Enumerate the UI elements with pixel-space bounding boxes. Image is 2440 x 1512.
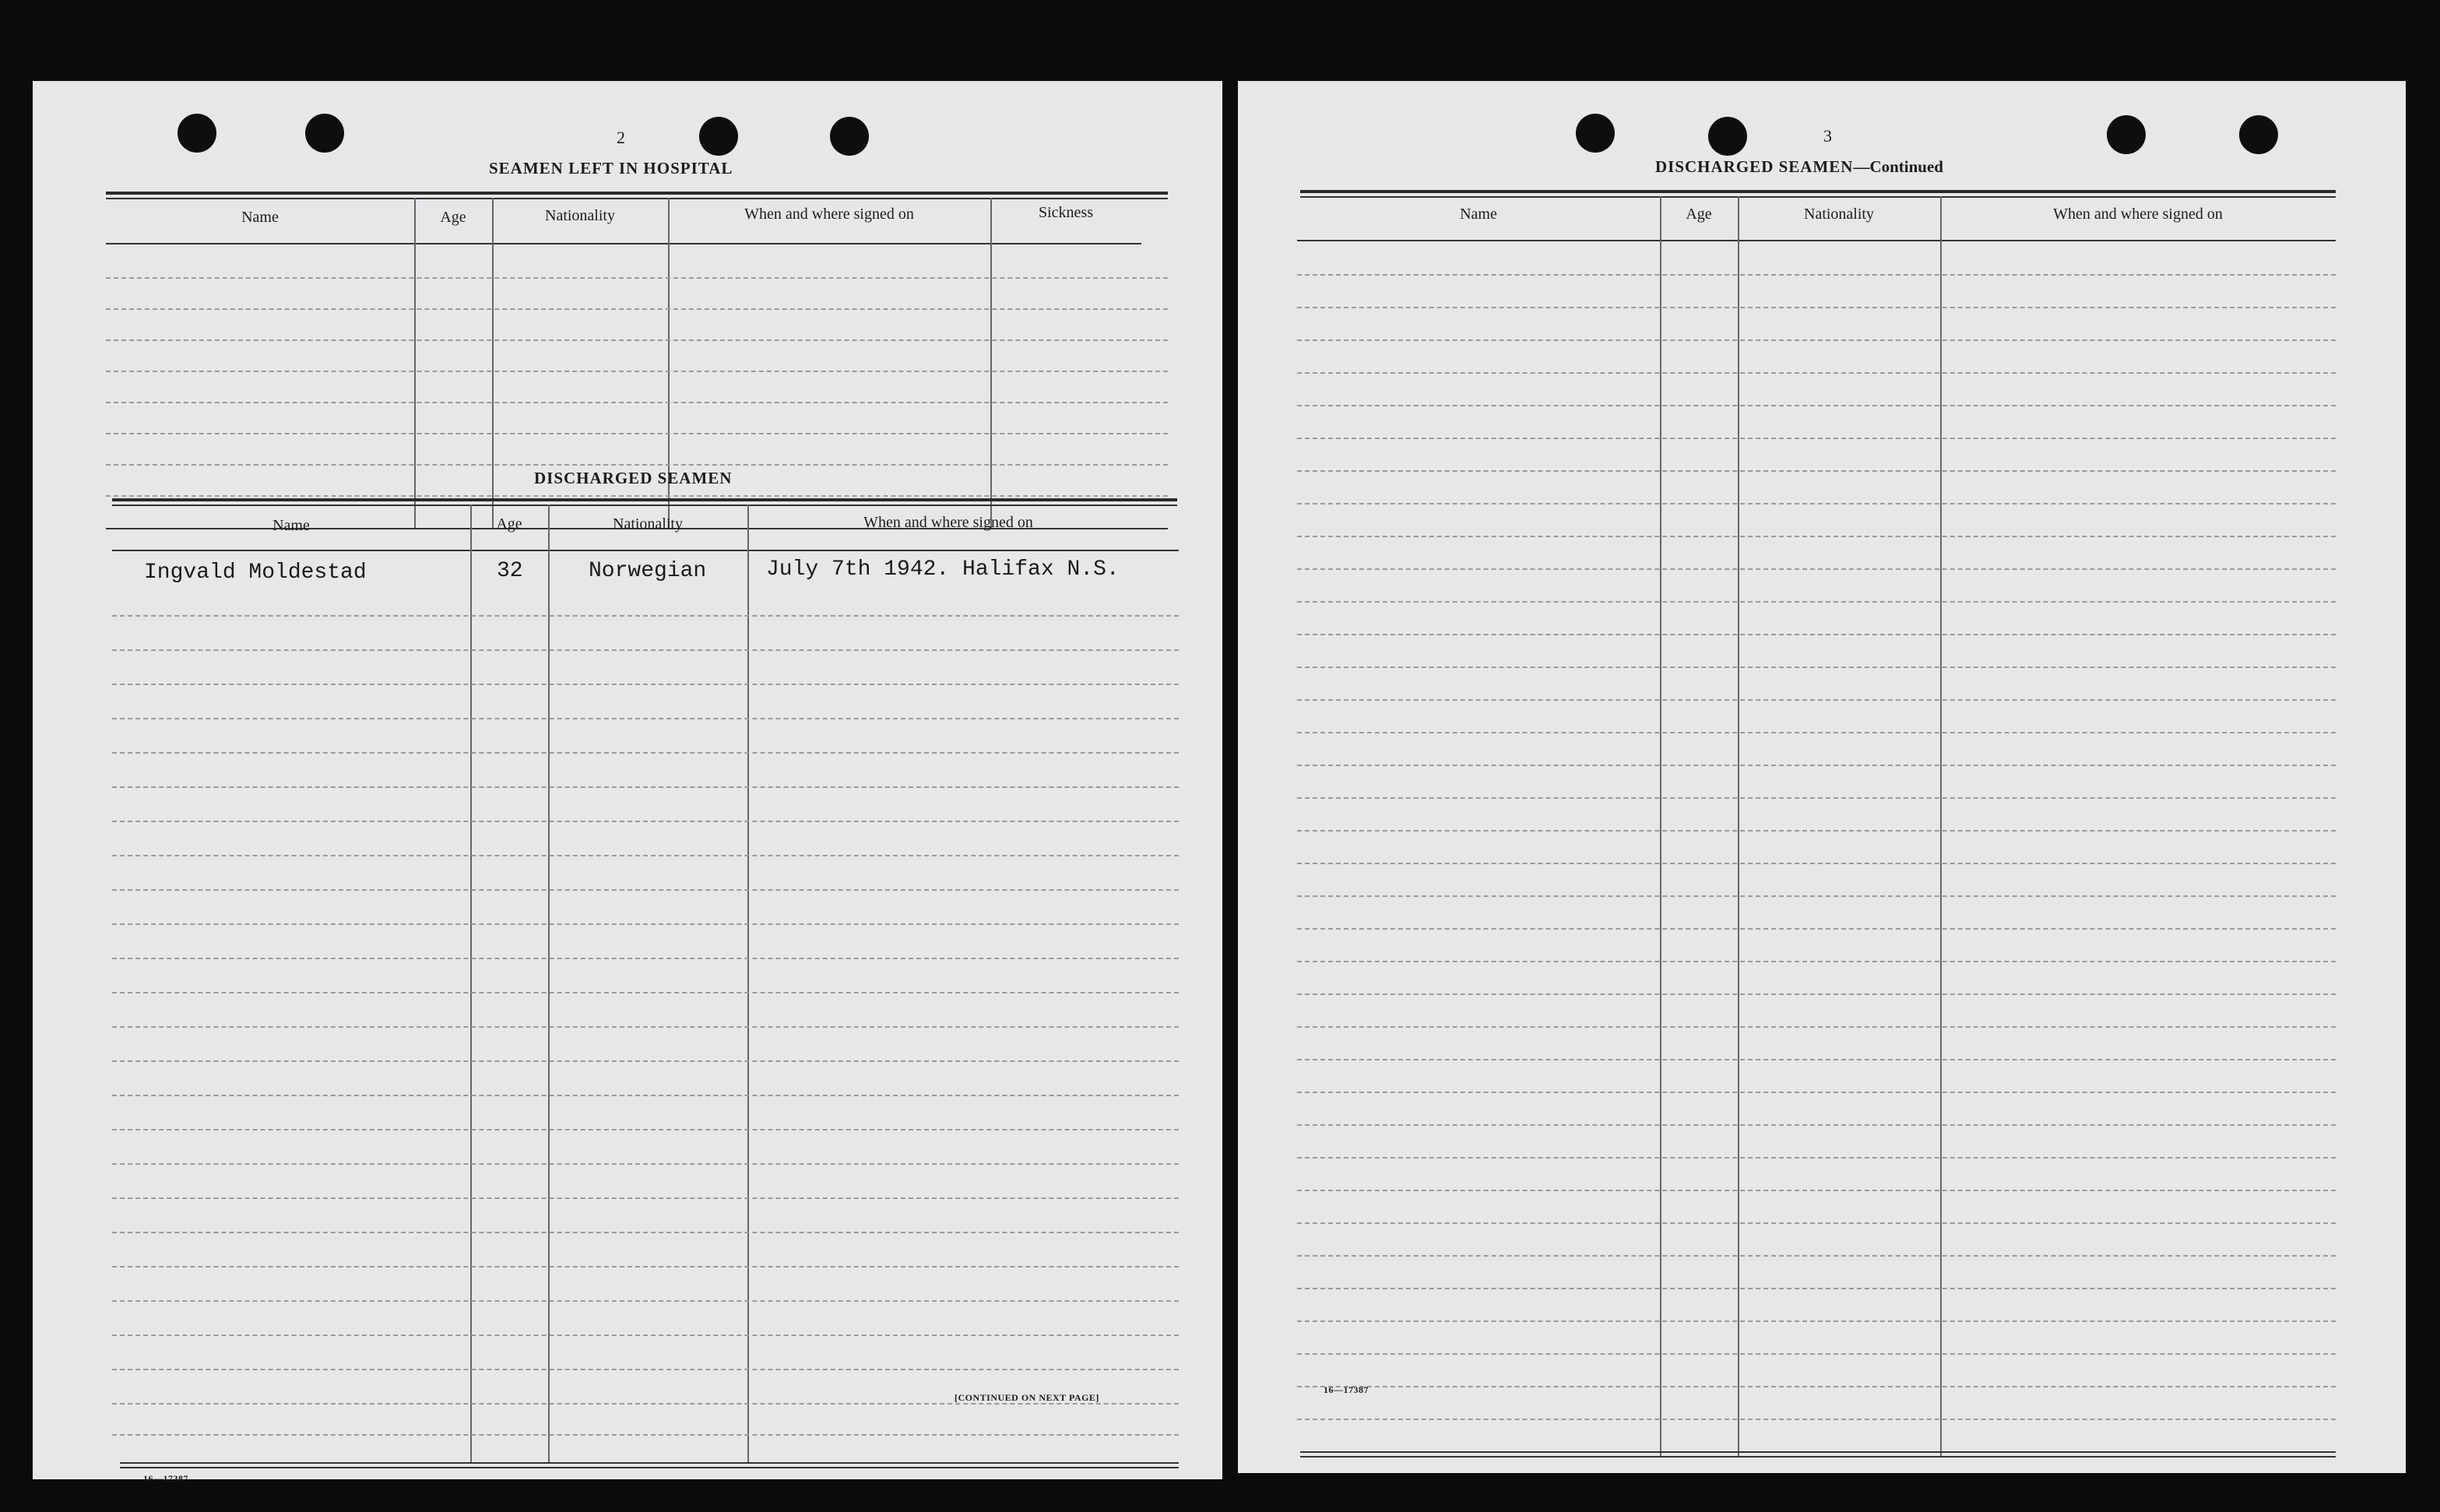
table-row-line [1297, 928, 2336, 930]
seaman-nationality: Norwegian [589, 559, 707, 583]
column-header-signed-on: When and where signed on [863, 514, 1033, 531]
binder-hole [2239, 115, 2278, 154]
table-top-rule [106, 192, 1168, 195]
table-row-line [106, 277, 1168, 279]
table-row-line [1297, 307, 2336, 308]
table-row-line [1297, 1288, 2336, 1289]
binder-hole [305, 114, 344, 153]
table-row-line [112, 958, 1179, 959]
table-row-line [112, 1334, 1179, 1336]
table-row-line [106, 308, 1168, 310]
table-row-line [112, 1095, 1179, 1096]
table-row-line [112, 1060, 1179, 1062]
table-bottom-rule [120, 1462, 1179, 1464]
continued-note: [CONTINUED ON NEXT PAGE] [955, 1392, 1099, 1403]
table-row-line [1297, 438, 2336, 439]
table-row-line [112, 1266, 1179, 1268]
table-row-line [1297, 372, 2336, 374]
table-row-line [112, 615, 1179, 617]
table-row-line [1297, 568, 2336, 570]
right-page [1238, 81, 2406, 1473]
header-rule [1297, 240, 2336, 241]
column-divider [747, 505, 749, 1462]
table-row-line [1297, 1320, 2336, 1322]
table-row-line [1297, 830, 2336, 832]
header-rule [112, 550, 1179, 551]
table-row-line [112, 1434, 1179, 1436]
table-row-line [1297, 634, 2336, 635]
seaman-age: 32 [497, 559, 523, 583]
table-row-line [112, 889, 1179, 891]
heading-suffix: —Continued [1853, 157, 1943, 176]
table-row-line [112, 1369, 1179, 1370]
table-row-line [1297, 961, 2336, 962]
table-row-line [1297, 339, 2336, 341]
table-row-line [1297, 1157, 2336, 1159]
binder-hole [178, 114, 216, 153]
table-row-line [106, 402, 1168, 403]
table-row-line [112, 1300, 1179, 1302]
column-header-signed-on: When and where signed on [744, 206, 914, 223]
left-page [33, 81, 1222, 1484]
table-row-line [106, 371, 1168, 372]
column-divider [414, 198, 416, 528]
column-header-nationality: Nationality [613, 515, 683, 533]
column-header-name: Name [1460, 206, 1497, 223]
table-row-line [112, 1026, 1179, 1028]
table-top-rule [1300, 196, 2336, 198]
table-row-line [1297, 1092, 2336, 1093]
column-header-age: Age [1686, 206, 1712, 223]
table-row-line [106, 433, 1168, 434]
table-row-line [1297, 666, 2336, 668]
column-header-age: Age [496, 515, 522, 533]
table-row-line [112, 1232, 1179, 1233]
table-row-line [112, 684, 1179, 685]
column-header-nationality: Nationality [1804, 206, 1874, 223]
table-top-rule [112, 498, 1177, 501]
table-row-line [106, 464, 1168, 466]
column-divider [470, 505, 472, 1462]
binder-hole [1576, 114, 1615, 153]
table-row-line [1297, 1353, 2336, 1355]
table-row-line [112, 1129, 1179, 1130]
table-row-line [1297, 1386, 2336, 1387]
column-header-name: Name [241, 209, 279, 226]
table-row-line [1297, 732, 2336, 733]
table-row-line [112, 752, 1179, 754]
table-row-line [112, 821, 1179, 822]
table-row-line [112, 1197, 1179, 1199]
column-header-sickness: Sickness [1039, 204, 1093, 221]
column-header-name: Name [272, 517, 310, 534]
seaman-signed-on: July 7th 1942. Halifax N.S. [766, 557, 1120, 582]
table-row-line [1297, 1059, 2336, 1060]
column-header-age: Age [440, 209, 466, 226]
column-divider [1940, 196, 1942, 1457]
table-row-line [1297, 1419, 2336, 1420]
column-divider [1738, 196, 1739, 1457]
column-header-signed-on: When and where signed on [2053, 206, 2223, 223]
table-row-line [1297, 1124, 2336, 1126]
table-row-line [112, 786, 1179, 788]
table-row-line [112, 923, 1179, 925]
table-row-line [112, 649, 1179, 651]
table-row-line [1297, 895, 2336, 897]
table-row-line [1297, 765, 2336, 766]
seaman-name: Ingvald Moldestad [144, 561, 367, 585]
table-row-line [1297, 863, 2336, 864]
column-divider [492, 198, 494, 528]
table-row-line [106, 495, 1168, 497]
table-row-line [1297, 1255, 2336, 1257]
table-top-rule [106, 198, 1168, 199]
discharged-continued-heading [1655, 157, 1943, 177]
table-row-line [1297, 797, 2336, 799]
table-row-line [1297, 503, 2336, 505]
table-row-line [1297, 1190, 2336, 1191]
table-row-line [1297, 536, 2336, 537]
column-divider [548, 505, 550, 1462]
table-row-line [112, 992, 1179, 993]
heading-text: DISCHARGED SEAMEN [1655, 157, 1854, 176]
page-number: 2 [617, 128, 625, 147]
table-row-line [1297, 1222, 2336, 1224]
column-divider [990, 198, 992, 528]
header-rule [106, 243, 1141, 244]
table-row-line [1297, 405, 2336, 406]
page-number: 3 [1823, 126, 1832, 146]
binder-hole [830, 117, 869, 156]
table-bottom-rule [1300, 1451, 2336, 1453]
binder-hole [699, 117, 738, 156]
table-row-line [112, 855, 1179, 856]
table-row-line [112, 1163, 1179, 1165]
table-bottom-rule [1300, 1456, 2336, 1457]
table-top-rule [1300, 190, 2336, 193]
form-number: 16—17387 [143, 1473, 188, 1484]
column-divider [1660, 196, 1661, 1457]
table-row-line [1297, 993, 2336, 995]
table-row-line [1297, 470, 2336, 472]
column-header-nationality: Nationality [545, 207, 615, 224]
table-row-line [112, 718, 1179, 719]
table-row-line [1297, 699, 2336, 701]
table-row-line [1297, 601, 2336, 603]
binder-hole [1708, 117, 1747, 156]
binder-hole [2107, 115, 2146, 154]
hospital-section-heading: SEAMEN LEFT IN HOSPITAL [489, 159, 733, 178]
form-number: 16—17387 [1324, 1384, 1369, 1395]
table-row-line [106, 339, 1168, 341]
discharged-section-heading: DISCHARGED SEAMEN [534, 469, 733, 487]
table-row-line [1297, 274, 2336, 276]
table-top-rule [112, 505, 1177, 506]
table-row-line [1297, 1026, 2336, 1028]
table-bottom-rule [120, 1467, 1179, 1468]
